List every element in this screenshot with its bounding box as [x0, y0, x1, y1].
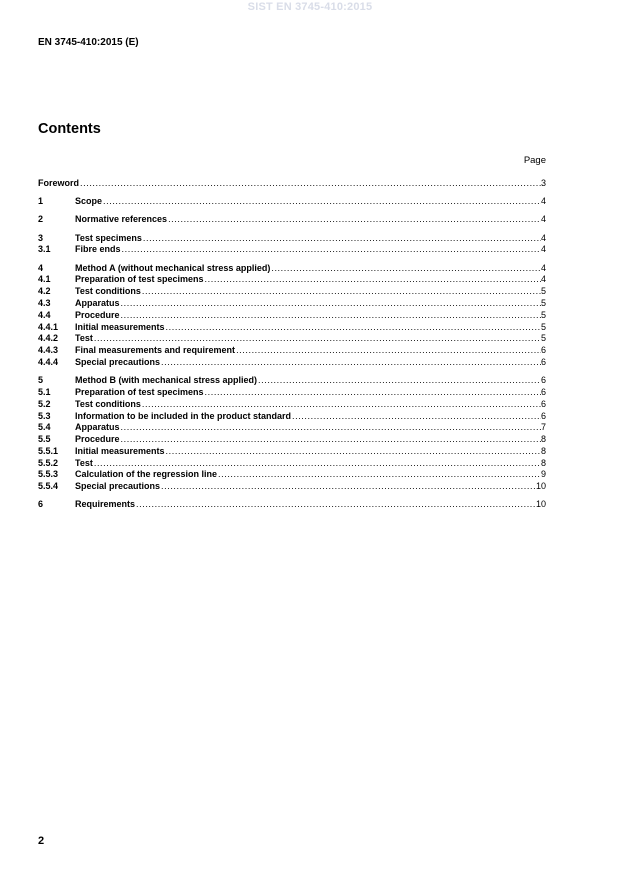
toc-entry[interactable]: [38, 286, 546, 298]
toc-entry-label: Preparation of test specimens: [75, 386, 204, 397]
toc-entry-number: 2: [38, 214, 44, 225]
dot-leader: [235, 345, 541, 357]
toc-entry-page: 4: [540, 244, 546, 255]
dot-leader: [141, 286, 541, 298]
toc-entry[interactable]: [38, 322, 546, 334]
toc-entry-number: 4.4.3: [38, 345, 59, 356]
toc-entry[interactable]: [38, 298, 546, 310]
toc-entry-page: 4: [540, 232, 546, 243]
toc-entry-number: 4: [38, 262, 44, 273]
dot-leader: [165, 446, 541, 458]
toc-entry-number: 4.4.1: [38, 321, 59, 332]
toc-entry-page: 4: [540, 196, 546, 207]
toc-entry-number: 6: [38, 499, 44, 510]
toc-entry-number: 5.5: [38, 434, 51, 445]
watermark: SIST EN 3745-410:2015: [247, 1, 373, 13]
toc-entry-label: Method B (with mechanical stress applied): [75, 375, 258, 386]
toc-entry-label: Apparatus: [75, 422, 120, 433]
toc-entry[interactable]: [38, 244, 546, 256]
toc-entry-page: 6: [540, 375, 546, 386]
toc-entry[interactable]: [38, 399, 546, 411]
dot-leader: [291, 411, 541, 423]
toc-entry[interactable]: [38, 178, 546, 190]
toc-entry-number: 5: [38, 375, 44, 386]
toc-entry-number: 4.4.4: [38, 356, 59, 367]
toc-entry-number: 5.5.1: [38, 445, 59, 456]
toc-entry[interactable]: [38, 458, 546, 470]
dot-leader: [120, 298, 541, 310]
toc-entry-label: Special precautions: [75, 481, 161, 492]
toc-entry-number: 5.2: [38, 398, 51, 409]
toc-entry-page: 9: [540, 469, 546, 480]
toc-entry-page: 10: [535, 481, 546, 492]
toc-entry-page: 5: [540, 297, 546, 308]
toc-entry-page: 5: [540, 321, 546, 332]
dot-leader: [167, 214, 541, 226]
dot-leader: [160, 357, 541, 369]
toc-entry[interactable]: [38, 481, 546, 493]
toc-entry-number: 5.3: [38, 410, 51, 421]
toc-entry[interactable]: [38, 434, 546, 446]
dot-leader: [270, 263, 541, 275]
toc-entry-number: 4.4.2: [38, 333, 59, 344]
toc-entry-page: 6: [540, 345, 546, 356]
toc-entry[interactable]: [38, 422, 546, 434]
toc-entry-page: 4: [540, 214, 546, 225]
page-number: 2: [38, 835, 45, 847]
toc-entry[interactable]: [38, 214, 546, 226]
toc-entry[interactable]: [38, 263, 546, 275]
toc-entry-label: Apparatus: [75, 297, 120, 308]
dot-leader: [257, 375, 541, 387]
toc-entry-label: Information to be included in the product standard: [75, 410, 291, 421]
toc-entry-page: 4: [540, 274, 546, 285]
dot-leader: [204, 387, 541, 399]
toc-entry[interactable]: [38, 387, 546, 399]
toc-entry-page: 8: [540, 434, 546, 445]
dot-leader: [120, 310, 541, 322]
toc-entry-label: Procedure: [75, 434, 120, 445]
table-of-contents: [38, 178, 546, 511]
toc-entry-label: Method A (without mechanical stress applied): [75, 262, 271, 273]
toc-entry-page: 5: [540, 309, 546, 320]
toc-entry-label: Special precautions: [75, 356, 161, 367]
toc-entry[interactable]: [38, 345, 546, 357]
toc-entry-label: Calculation of the regression line: [75, 469, 218, 480]
toc-entry-page: 5: [540, 286, 546, 297]
toc-entry-number: 3: [38, 232, 44, 243]
toc-entry[interactable]: [38, 469, 546, 481]
toc-entry[interactable]: [38, 333, 546, 345]
dot-leader: [79, 178, 541, 190]
toc-entry-page: 6: [540, 386, 546, 397]
toc-entry-label: Test: [75, 457, 93, 468]
toc-entry-page: 3: [540, 178, 546, 188]
document-id: EN 3745-410:2015 (E): [38, 37, 139, 48]
toc-entry-number: 4.1: [38, 274, 51, 285]
toc-entry-label: Test conditions: [75, 286, 141, 297]
toc-entry-number: 3.1: [38, 244, 51, 255]
toc-entry[interactable]: [38, 310, 546, 322]
toc-entry-number: 4.3: [38, 297, 51, 308]
toc-entry-number: 1: [38, 196, 44, 207]
toc-entry-label: Requirements: [75, 499, 136, 510]
toc-entry-number: 4.4: [38, 309, 51, 320]
toc-entry[interactable]: [38, 357, 546, 369]
dot-leader: [121, 244, 541, 256]
toc-entry-label: Test specimens: [75, 232, 142, 243]
toc-entry[interactable]: [38, 274, 546, 286]
dot-leader: [142, 233, 541, 245]
toc-entry-number: 5.5.4: [38, 481, 59, 492]
dot-leader: [160, 481, 536, 493]
dot-leader: [102, 196, 541, 208]
toc-entry-label: Scope: [75, 196, 103, 207]
toc-entry[interactable]: [38, 446, 546, 458]
page-title: Contents: [38, 121, 101, 137]
toc-entry-page: 6: [540, 410, 546, 421]
toc-entry-page: 6: [540, 356, 546, 367]
toc-entry-page: 8: [540, 457, 546, 468]
toc-entry-label: Initial measurements: [75, 321, 165, 332]
toc-entry-label: Normative references: [75, 214, 168, 225]
dot-leader: [120, 422, 541, 434]
toc-entry[interactable]: [38, 499, 546, 511]
toc-entry-label: Foreword: [38, 178, 80, 188]
toc-entry-label: Procedure: [75, 309, 120, 320]
toc-entry-label: Test: [75, 333, 93, 344]
dot-leader: [141, 399, 541, 411]
toc-entry-number: 5.5.3: [38, 469, 59, 480]
dot-leader: [165, 322, 541, 334]
toc-entry[interactable]: [38, 411, 546, 423]
toc-entry[interactable]: [38, 375, 546, 387]
toc-entry-page: 5: [540, 333, 546, 344]
dot-leader: [93, 458, 541, 470]
toc-entry-page: 7: [540, 422, 546, 433]
dot-leader: [93, 333, 541, 345]
toc-entry-number: 5.5.2: [38, 457, 59, 468]
toc-entry[interactable]: [38, 233, 546, 245]
toc-entry-page: 4: [540, 262, 546, 273]
toc-entry-page: 10: [535, 499, 546, 510]
dot-leader: [217, 469, 541, 481]
toc-entry-number: 5.4: [38, 422, 51, 433]
toc-entry-label: Initial measurements: [75, 445, 165, 456]
toc-entry-page: 8: [540, 445, 546, 456]
toc-entry-label: Fibre ends: [75, 244, 121, 255]
toc-entry-number: 5.1: [38, 386, 51, 397]
dot-leader: [120, 434, 541, 446]
toc-entry-number: 4.2: [38, 286, 51, 297]
toc-entry-label: Preparation of test specimens: [75, 274, 204, 285]
dot-leader: [135, 499, 536, 511]
dot-leader: [204, 274, 541, 286]
toc-entry-page: 6: [540, 398, 546, 409]
page-column-header: Page: [523, 155, 546, 166]
toc-entry[interactable]: [38, 196, 546, 208]
toc-entry-label: Final measurements and requirement: [75, 345, 236, 356]
toc-entry-label: Test conditions: [75, 398, 141, 409]
